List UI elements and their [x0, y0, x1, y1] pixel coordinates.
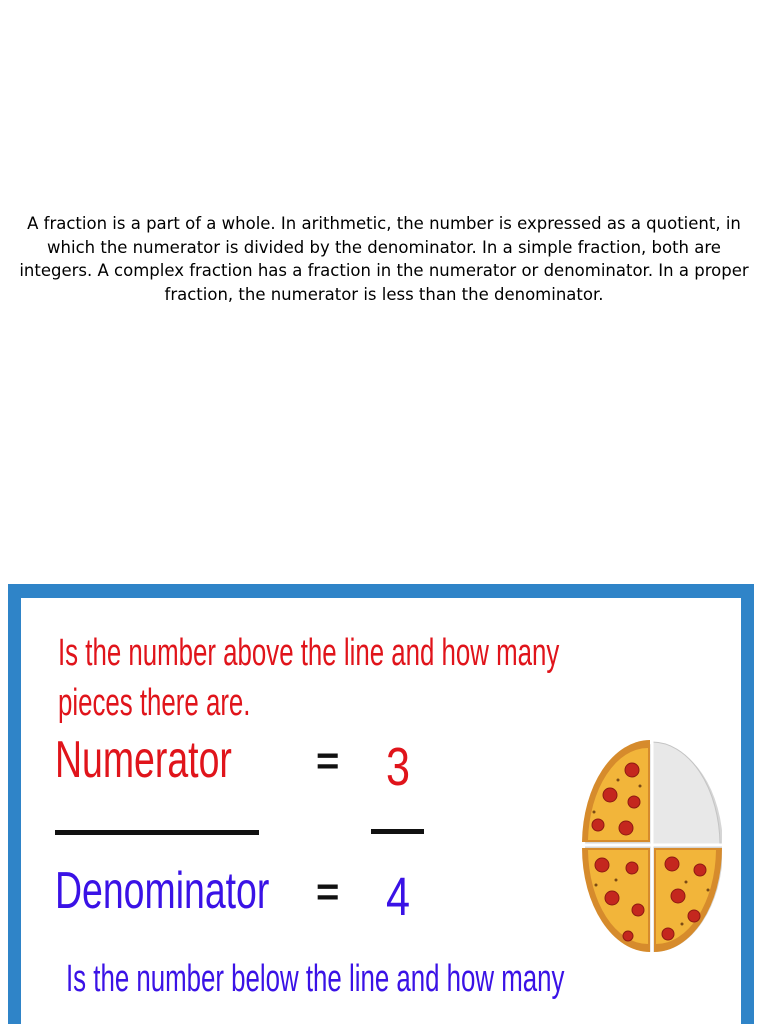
pepperoni — [662, 928, 674, 940]
slide-content — [21, 598, 741, 1024]
empty-slice — [652, 742, 720, 844]
fraction-slide — [8, 584, 754, 1024]
label-divider-line — [55, 830, 259, 835]
pepperoni — [628, 796, 640, 808]
pepperoni — [671, 889, 685, 903]
pepperoni — [605, 891, 619, 905]
pepperoni — [623, 931, 633, 941]
pepperoni — [592, 819, 604, 831]
denominator-equals-sign: = — [316, 870, 340, 914]
numerator-description-line-1: Is the number above the line and how many — [58, 632, 560, 674]
pepperoni — [619, 821, 633, 835]
denominator-value: 4 — [386, 867, 411, 927]
pepperoni — [688, 910, 700, 922]
pepperoni — [665, 857, 679, 871]
pepperoni — [603, 788, 617, 802]
numerator-description — [58, 628, 559, 728]
pizza-fraction-image — [582, 740, 722, 960]
pepperoni — [626, 862, 638, 874]
pepperoni — [595, 858, 609, 872]
fraction-bar-line — [371, 829, 424, 834]
pepperoni — [694, 864, 706, 876]
intro-paragraph: A fraction is a part of a whole. In arithmetic, the number is expressed as a quotient, in which the numerator is divided by the denominator. In a simple fraction, both are integers. A complex fraction has a fraction in the numerator or denominator. In a proper fraction, the numerator is less than the denominator. — [19, 214, 749, 304]
denominator-description: Is the number below the line and how many — [66, 958, 565, 1000]
numerator-description-line-2: pieces there are. — [58, 682, 251, 724]
denominator-label: Denominator — [55, 862, 270, 920]
pepperoni — [625, 763, 639, 777]
numerator-equals-sign: = — [316, 739, 340, 783]
numerator-value: 3 — [386, 737, 411, 797]
numerator-label: Numerator — [55, 731, 232, 789]
pepperoni — [632, 904, 644, 916]
